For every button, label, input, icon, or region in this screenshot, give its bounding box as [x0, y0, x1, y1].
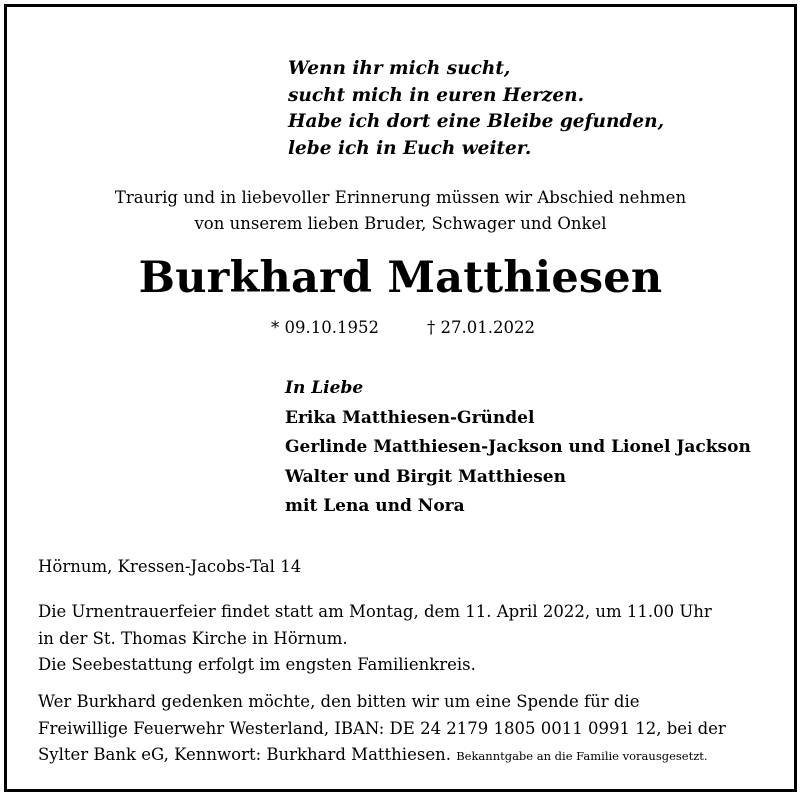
mourners-lead: In Liebe	[285, 378, 364, 398]
intro-line-2: von unserem lieben Bruder, Schwager und Onkel	[194, 214, 607, 233]
donation-line: Wer Burkhard gedenken möchte, den bitten wir um eine Spende für die	[38, 692, 640, 711]
donation-line: Freiwillige Feuerwehr Westerland, IBAN: DE 24 2179 1805 0011 0991 12, bei der	[38, 718, 726, 738]
mourner-name: Erika Matthiesen-Gründel	[285, 407, 535, 428]
donation-info	[38, 689, 726, 770]
death-date: † 27.01.2022	[427, 318, 535, 337]
announcement-note: Bekanntgabe an die Familie vorausgesetzt.	[456, 749, 708, 763]
mourners-block	[285, 374, 751, 522]
donation-line-3	[38, 742, 726, 770]
poem	[288, 56, 664, 162]
poem-line: Wenn ihr mich sucht,	[288, 58, 511, 79]
obituary-frame	[4, 4, 797, 792]
intro-line-1: Traurig und in liebevoller Erinnerung müssen wir Abschied nehmen	[114, 188, 687, 207]
deceased-name: Burkhard Matthiesen	[138, 253, 663, 303]
donation-line: Sylter Bank eG, Kennwort: Burkhard Matthiesen.	[38, 745, 451, 764]
poem-line: lebe ich in Euch weiter.	[288, 137, 532, 159]
poem-line: sucht mich in euren Herzen.	[288, 84, 585, 106]
mourner-name: Gerlinde Matthiesen-Jackson und Lionel Jackson	[285, 437, 751, 457]
funeral-line: in der St. Thomas Kirche in Hörnum.	[38, 628, 348, 648]
poem-line: Habe ich dort eine Bleibe gefunden,	[288, 111, 665, 132]
mourner-name: Walter und Birgit Matthiesen	[285, 466, 566, 487]
funeral-line: Die Urnentrauerfeier findet statt am Montag, dem 11. April 2022, um 11.00 Uhr	[38, 602, 712, 621]
funeral-line: Die Seebestattung erfolgt im engsten Familienkreis.	[38, 655, 476, 674]
address: Hörnum, Kressen-Jacobs-Tal 14	[38, 557, 302, 576]
funeral-info	[38, 599, 712, 679]
mourner-name: mit Lena und Nora	[285, 496, 465, 516]
birth-date: * 09.10.1952	[271, 318, 379, 337]
